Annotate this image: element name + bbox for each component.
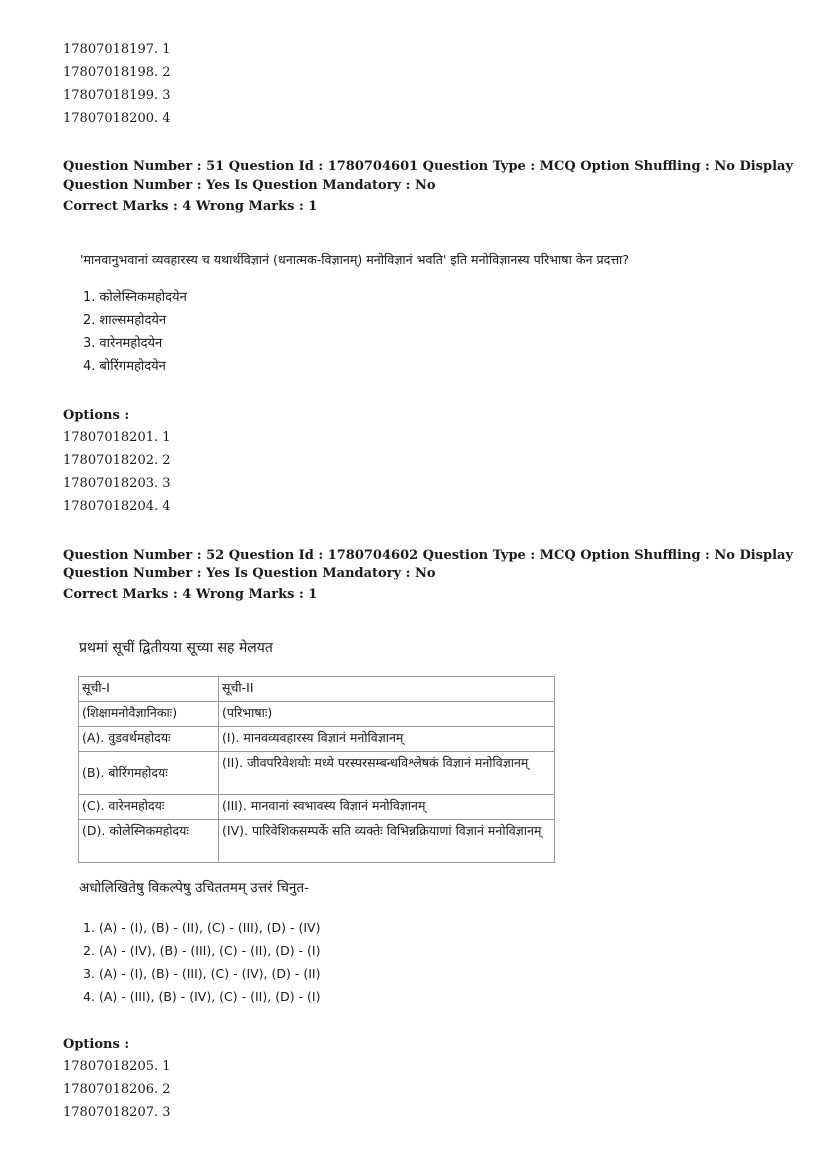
table-row [79, 727, 555, 752]
option-id-line: 17807018203. 3 [63, 476, 171, 491]
option-id-line: 17807018199. 3 [63, 88, 171, 103]
table-cell: (B). बोरिंगमहोदयः [79, 752, 219, 795]
table-cell: (शिक्षामनोवैज्ञानिकाः) [79, 702, 219, 727]
q52-meta-line-2: Question Number : Yes Is Question Mandatory : No [63, 566, 436, 581]
table-row [79, 677, 555, 702]
q51-question-text: 'मानवानुभवानां व्यवहारस्य च यथार्थविज्ञानं (धनात्मक-विज्ञानम्) मनोविज्ञानं भवति' इति मनोविज्ञानस्य परिभाषा केन प्रदत्ता? [80, 252, 630, 267]
table-cell: (IV). पारिवेशिकसम्पर्के सति व्यक्तेः विभिन्नक्रियाणां विज्ञानं मनोविज्ञानम् [219, 820, 555, 863]
option-id-line: 17807018207. 3 [63, 1105, 171, 1120]
q52-choice: 3. (A) - (I), (B) - (III), (C) - (IV), (D) - (II) [83, 966, 321, 981]
table-cell: सूची-I [79, 677, 219, 702]
q52-meta-line-3: Correct Marks : 4 Wrong Marks : 1 [63, 587, 318, 602]
q51-choice: 2. शाल्समहोदयेन [83, 313, 167, 328]
q51-meta-line-1: Question Number : 51 Question Id : 1780704601 Question Type : MCQ Option Shuffling : No Display [63, 159, 793, 174]
q51-meta-line-3: Correct Marks : 4 Wrong Marks : 1 [63, 199, 318, 214]
q51-meta-line-2: Question Number : Yes Is Question Mandatory : No [63, 178, 436, 193]
option-id-line: 17807018200. 4 [63, 111, 171, 126]
option-id-line: 17807018198. 2 [63, 65, 171, 80]
q52-choice: 4. (A) - (III), (B) - (IV), (C) - (II), (D) - (I) [83, 989, 321, 1004]
q52-options-label: Options : [63, 1037, 130, 1052]
table-row [79, 752, 555, 795]
q52-meta-line-1: Question Number : 52 Question Id : 1780704602 Question Type : MCQ Option Shuffling : No Display [63, 548, 793, 563]
table-row [79, 702, 555, 727]
q52-question-text: प्रथमां सूचीं द्वितीयया सूच्या सह मेलयत [79, 640, 273, 656]
match-table [78, 676, 555, 863]
option-id-line: 17807018197. 1 [63, 42, 171, 57]
q51-choice: 3. वारेनमहोदयेन [83, 336, 163, 351]
table-cell: (परिभाषाः) [219, 702, 555, 727]
q52-choice: 2. (A) - (IV), (B) - (III), (C) - (II), (D) - (I) [83, 943, 321, 958]
q52-instruction: अधोलिखितेषु विकल्पेषु उचिततमम् उत्तरं चिनुत- [79, 880, 309, 896]
option-id-line: 17807018206. 2 [63, 1082, 171, 1097]
table-cell: (III). मानवानां स्वभावस्य विज्ञानं मनोविज्ञानम् [219, 795, 555, 820]
table-cell: (A). वुडवर्थमहोदयः [79, 727, 219, 752]
option-id-line: 17807018204. 4 [63, 499, 171, 514]
table-cell: (C). वारेनमहोदयः [79, 795, 219, 820]
table-row [79, 795, 555, 820]
q51-choice: 1. कोलेस्निकमहोदयेन [83, 290, 187, 305]
option-id-line: 17807018205. 1 [63, 1059, 171, 1074]
q51-choice: 4. बोरिंगमहोदयेन [83, 359, 166, 374]
q51-options-label: Options : [63, 408, 130, 423]
option-id-line: 17807018201. 1 [63, 430, 171, 445]
table-cell: सूची-II [219, 677, 555, 702]
table-row [79, 820, 555, 863]
q52-choice: 1. (A) - (I), (B) - (II), (C) - (III), (D) - (IV) [83, 920, 321, 935]
table-cell: (D). कोलेस्निकमहोदयः [79, 820, 219, 863]
table-cell: (II). जीवपरिवेशयोः मध्ये परस्परसम्बन्धविश्लेषकं विज्ञानं मनोविज्ञानम् [219, 752, 555, 795]
table-cell: (I). मानवव्यवहारस्य विज्ञानं मनोविज्ञानम् [219, 727, 555, 752]
option-id-line: 17807018202. 2 [63, 453, 171, 468]
